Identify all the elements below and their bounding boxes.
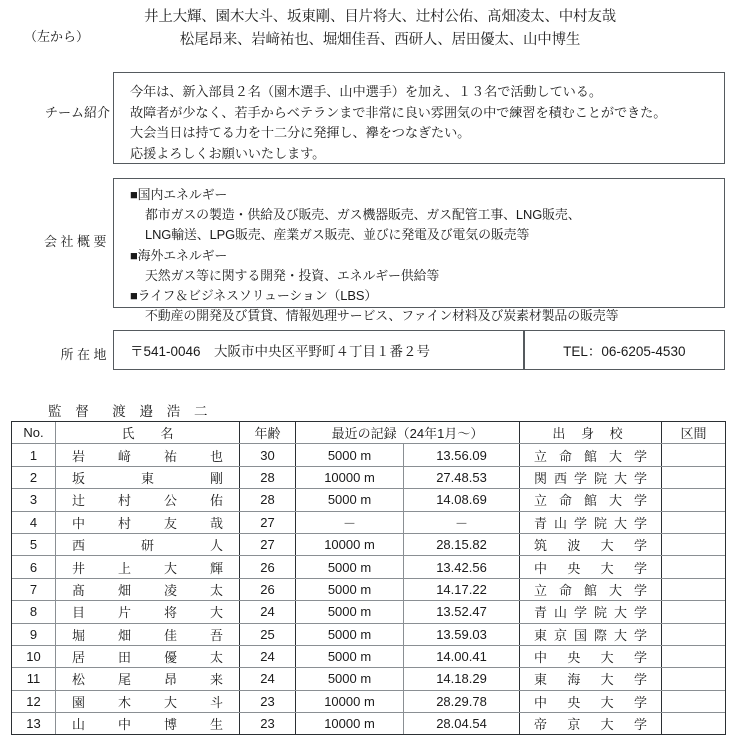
table-row bbox=[12, 444, 726, 466]
cell-time: 28.29.78 bbox=[404, 690, 520, 712]
cell-school bbox=[520, 623, 662, 645]
cell-distance: 5000 m bbox=[296, 556, 404, 578]
cell-leg bbox=[662, 511, 726, 533]
cell-no: 4 bbox=[12, 511, 56, 533]
cell-no: 13 bbox=[12, 713, 56, 735]
team-introduction-line: 応援よろしくお願いいたします。 bbox=[130, 145, 326, 161]
cell-leg bbox=[662, 489, 726, 511]
school-text: 青 山 学 院 大 学 bbox=[534, 515, 647, 531]
cell-leg bbox=[662, 466, 726, 488]
cell-no: 8 bbox=[12, 601, 56, 623]
header-name: 氏 名 bbox=[56, 422, 240, 444]
cell-age: 25 bbox=[240, 623, 296, 645]
cell-no: 1 bbox=[12, 444, 56, 466]
school-text: 帝 京 大 学 bbox=[534, 717, 648, 733]
cell-age: 27 bbox=[240, 511, 296, 533]
cell-time: 13.52.47 bbox=[404, 601, 520, 623]
cell-time: 13.42.56 bbox=[404, 556, 520, 578]
roster-direction-label: （左から） bbox=[24, 29, 90, 44]
cell-name bbox=[56, 466, 240, 488]
cell-distance: 10000 m bbox=[296, 713, 404, 735]
cell-distance: 10000 m bbox=[296, 690, 404, 712]
team-introduction-label: チーム紹介 bbox=[44, 105, 110, 120]
school-text: 立 命 館 大 学 bbox=[534, 493, 647, 509]
school-text: 青 山 学 院 大 学 bbox=[534, 605, 647, 621]
school-text: 中 央 大 学 bbox=[534, 650, 648, 666]
telephone-value: TEL：06-6205-4530 bbox=[563, 344, 686, 359]
table-header-row bbox=[12, 422, 726, 444]
name-text: 居 田 優 太 bbox=[72, 650, 223, 666]
table-row bbox=[12, 578, 726, 600]
cell-distance: 10000 m bbox=[296, 466, 404, 488]
team-introduction-line: 今年は、新入部員２名（園木選手、山中選手）を加え、１３名で活動している。 bbox=[130, 84, 602, 99]
cell-leg bbox=[662, 713, 726, 735]
table-row bbox=[12, 489, 726, 511]
cell-leg bbox=[662, 623, 726, 645]
name-text: 目 片 将 大 bbox=[72, 605, 223, 621]
cell-school bbox=[520, 690, 662, 712]
cell-time: 28.15.82 bbox=[404, 533, 520, 555]
table-row bbox=[12, 556, 726, 578]
school-text: 中 央 大 学 bbox=[534, 694, 648, 710]
cell-age: 26 bbox=[240, 556, 296, 578]
cell-distance: 5000 m bbox=[296, 444, 404, 466]
cell-leg bbox=[662, 645, 726, 667]
table-row bbox=[12, 533, 726, 555]
company-overview-line: 都市ガスの製造・供給及び販売、ガス機器販売、ガス配管工事、LNG販売、 bbox=[145, 207, 581, 223]
name-text: 中 村 友 哉 bbox=[72, 515, 223, 531]
cell-time: 13.59.03 bbox=[404, 623, 520, 645]
cell-age: 26 bbox=[240, 578, 296, 600]
header-no: No. bbox=[12, 422, 56, 444]
school-text: 立 命 館 大 学 bbox=[534, 582, 647, 598]
cell-distance: 5000 m bbox=[296, 623, 404, 645]
cell-time: 13.56.09 bbox=[404, 444, 520, 466]
company-overview-line: 不動産の開発及び賃貸、情報処理サービス、ファイン材料及び炭素材製品の販売等 bbox=[145, 308, 619, 324]
cell-time: 14.08.69 bbox=[404, 489, 520, 511]
cell-age: 23 bbox=[240, 713, 296, 735]
team-introduction-line: 故障者が少なく、若手からベテランまで非常に良い雰囲気の中で練習を積むことができた。 bbox=[130, 104, 667, 120]
header-record: 最近の記録（24年1月～） bbox=[296, 422, 520, 444]
roster-block bbox=[0, 6, 736, 52]
cell-school bbox=[520, 668, 662, 690]
cell-distance: － bbox=[296, 511, 404, 533]
cell-school bbox=[520, 601, 662, 623]
roster-name-line: 松尾昂来、岩﨑祐也、堀畑佳吾、西研人、居田優太、山中博生 bbox=[179, 32, 581, 48]
cell-age: 23 bbox=[240, 690, 296, 712]
cell-age: 24 bbox=[240, 601, 296, 623]
cell-name bbox=[56, 645, 240, 667]
roster-name-line: 井上大輝、園木大斗、坂東剛、目片将大、辻村公佑、髙畑凌太、中村友哉 bbox=[144, 9, 616, 25]
school-text: 立 命 館 大 学 bbox=[534, 448, 647, 464]
table-row bbox=[12, 601, 726, 623]
company-overview-line: ■国内エネルギー bbox=[130, 187, 228, 202]
cell-time: － bbox=[404, 511, 520, 533]
header-age: 年齢 bbox=[240, 422, 296, 444]
company-overview-label: 会社概要 bbox=[43, 234, 110, 249]
cell-school bbox=[520, 511, 662, 533]
cell-school bbox=[520, 713, 662, 735]
cell-name bbox=[56, 511, 240, 533]
cell-school bbox=[520, 556, 662, 578]
table-row bbox=[12, 713, 726, 735]
name-text: 松 尾 昂 来 bbox=[72, 672, 223, 688]
cell-name bbox=[56, 489, 240, 511]
school-text: 東 京 国 際 大 学 bbox=[534, 627, 647, 643]
cell-time: 14.17.22 bbox=[404, 578, 520, 600]
school-text: 筑 波 大 学 bbox=[534, 538, 648, 554]
cell-name bbox=[56, 556, 240, 578]
name-text: 堀 畑 佳 吾 bbox=[72, 627, 223, 643]
cell-leg bbox=[662, 601, 726, 623]
cell-no: 2 bbox=[12, 466, 56, 488]
table-row bbox=[12, 645, 726, 667]
roster-table bbox=[11, 421, 726, 735]
cell-age: 24 bbox=[240, 645, 296, 667]
header-leg: 区間 bbox=[662, 422, 726, 444]
cell-no: 7 bbox=[12, 578, 56, 600]
team-introduction-line: 大会当日は持てる力を十二分に発揮し、襷をつなぎたい。 bbox=[130, 125, 471, 140]
cell-distance: 5000 m bbox=[296, 601, 404, 623]
cell-time: 14.18.29 bbox=[404, 668, 520, 690]
header-school: 出 身 校 bbox=[520, 422, 662, 444]
table-row bbox=[12, 623, 726, 645]
cell-name bbox=[56, 668, 240, 690]
cell-leg bbox=[662, 444, 726, 466]
school-text: 関 西 学 院 大 学 bbox=[534, 470, 647, 486]
cell-time: 28.04.54 bbox=[404, 713, 520, 735]
company-overview-line: 天然ガス等に関する開発・投資、エネルギー供給等 bbox=[145, 267, 440, 283]
cell-school bbox=[520, 444, 662, 466]
school-text: 東 海 大 学 bbox=[534, 672, 648, 688]
name-text: 岩 﨑 祐 也 bbox=[72, 448, 223, 464]
table-row bbox=[12, 511, 726, 533]
cell-age: 30 bbox=[240, 444, 296, 466]
address-label: 所在地 bbox=[60, 347, 110, 362]
table-row bbox=[12, 466, 726, 488]
cell-age: 28 bbox=[240, 466, 296, 488]
cell-leg bbox=[662, 578, 726, 600]
cell-age: 28 bbox=[240, 489, 296, 511]
company-overview-box bbox=[113, 178, 725, 324]
name-text: 井 上 大 輝 bbox=[72, 560, 223, 576]
cell-age: 27 bbox=[240, 533, 296, 555]
name-text: 髙 畑 凌 太 bbox=[72, 582, 223, 598]
cell-time: 27.48.53 bbox=[404, 466, 520, 488]
cell-leg bbox=[662, 668, 726, 690]
cell-school bbox=[520, 489, 662, 511]
cell-time: 14.00.41 bbox=[404, 645, 520, 667]
cell-no: 6 bbox=[12, 556, 56, 578]
cell-school bbox=[520, 578, 662, 600]
cell-distance: 5000 m bbox=[296, 489, 404, 511]
cell-name bbox=[56, 578, 240, 600]
name-text: 山 中 博 生 bbox=[72, 717, 223, 733]
cell-leg bbox=[662, 533, 726, 555]
coach-line: 監 督 渡 邉 浩 二 bbox=[48, 404, 213, 419]
cell-no: 12 bbox=[12, 690, 56, 712]
company-overview-line: LNG輸送、LPG販売、産業ガス販売、並びに発電及び電気の販売等 bbox=[145, 227, 530, 243]
cell-name bbox=[56, 713, 240, 735]
address-box bbox=[113, 330, 725, 370]
name-text: 園 木 大 斗 bbox=[72, 694, 223, 710]
cell-name bbox=[56, 444, 240, 466]
school-text: 中 央 大 学 bbox=[534, 560, 648, 576]
cell-no: 11 bbox=[12, 668, 56, 690]
team-introduction-box bbox=[113, 72, 725, 164]
cell-school bbox=[520, 533, 662, 555]
cell-name bbox=[56, 690, 240, 712]
cell-school bbox=[520, 466, 662, 488]
cell-distance: 5000 m bbox=[296, 668, 404, 690]
name-text: 辻 村 公 佑 bbox=[72, 493, 223, 509]
cell-name bbox=[56, 601, 240, 623]
roster-table-wrapper bbox=[11, 421, 725, 735]
cell-name bbox=[56, 533, 240, 555]
cell-age: 24 bbox=[240, 668, 296, 690]
cell-leg bbox=[662, 690, 726, 712]
name-text: 坂 東 剛 bbox=[72, 470, 223, 486]
cell-leg bbox=[662, 556, 726, 578]
cell-school bbox=[520, 645, 662, 667]
cell-distance: 10000 m bbox=[296, 533, 404, 555]
cell-no: 5 bbox=[12, 533, 56, 555]
cell-distance: 5000 m bbox=[296, 645, 404, 667]
cell-no: 3 bbox=[12, 489, 56, 511]
cell-distance: 5000 m bbox=[296, 578, 404, 600]
cell-name bbox=[56, 623, 240, 645]
cell-no: 10 bbox=[12, 645, 56, 667]
cell-no: 9 bbox=[12, 623, 56, 645]
address-value: 〒541-0046 大阪市中央区平野町４丁目１番２号 bbox=[130, 344, 431, 359]
table-row bbox=[12, 668, 726, 690]
company-overview-line: ■ライフ＆ビジネスソリューション（LBS） bbox=[130, 288, 378, 304]
name-text: 西 研 人 bbox=[72, 538, 223, 554]
table-row bbox=[12, 690, 726, 712]
company-overview-line: ■海外エネルギー bbox=[130, 247, 228, 263]
